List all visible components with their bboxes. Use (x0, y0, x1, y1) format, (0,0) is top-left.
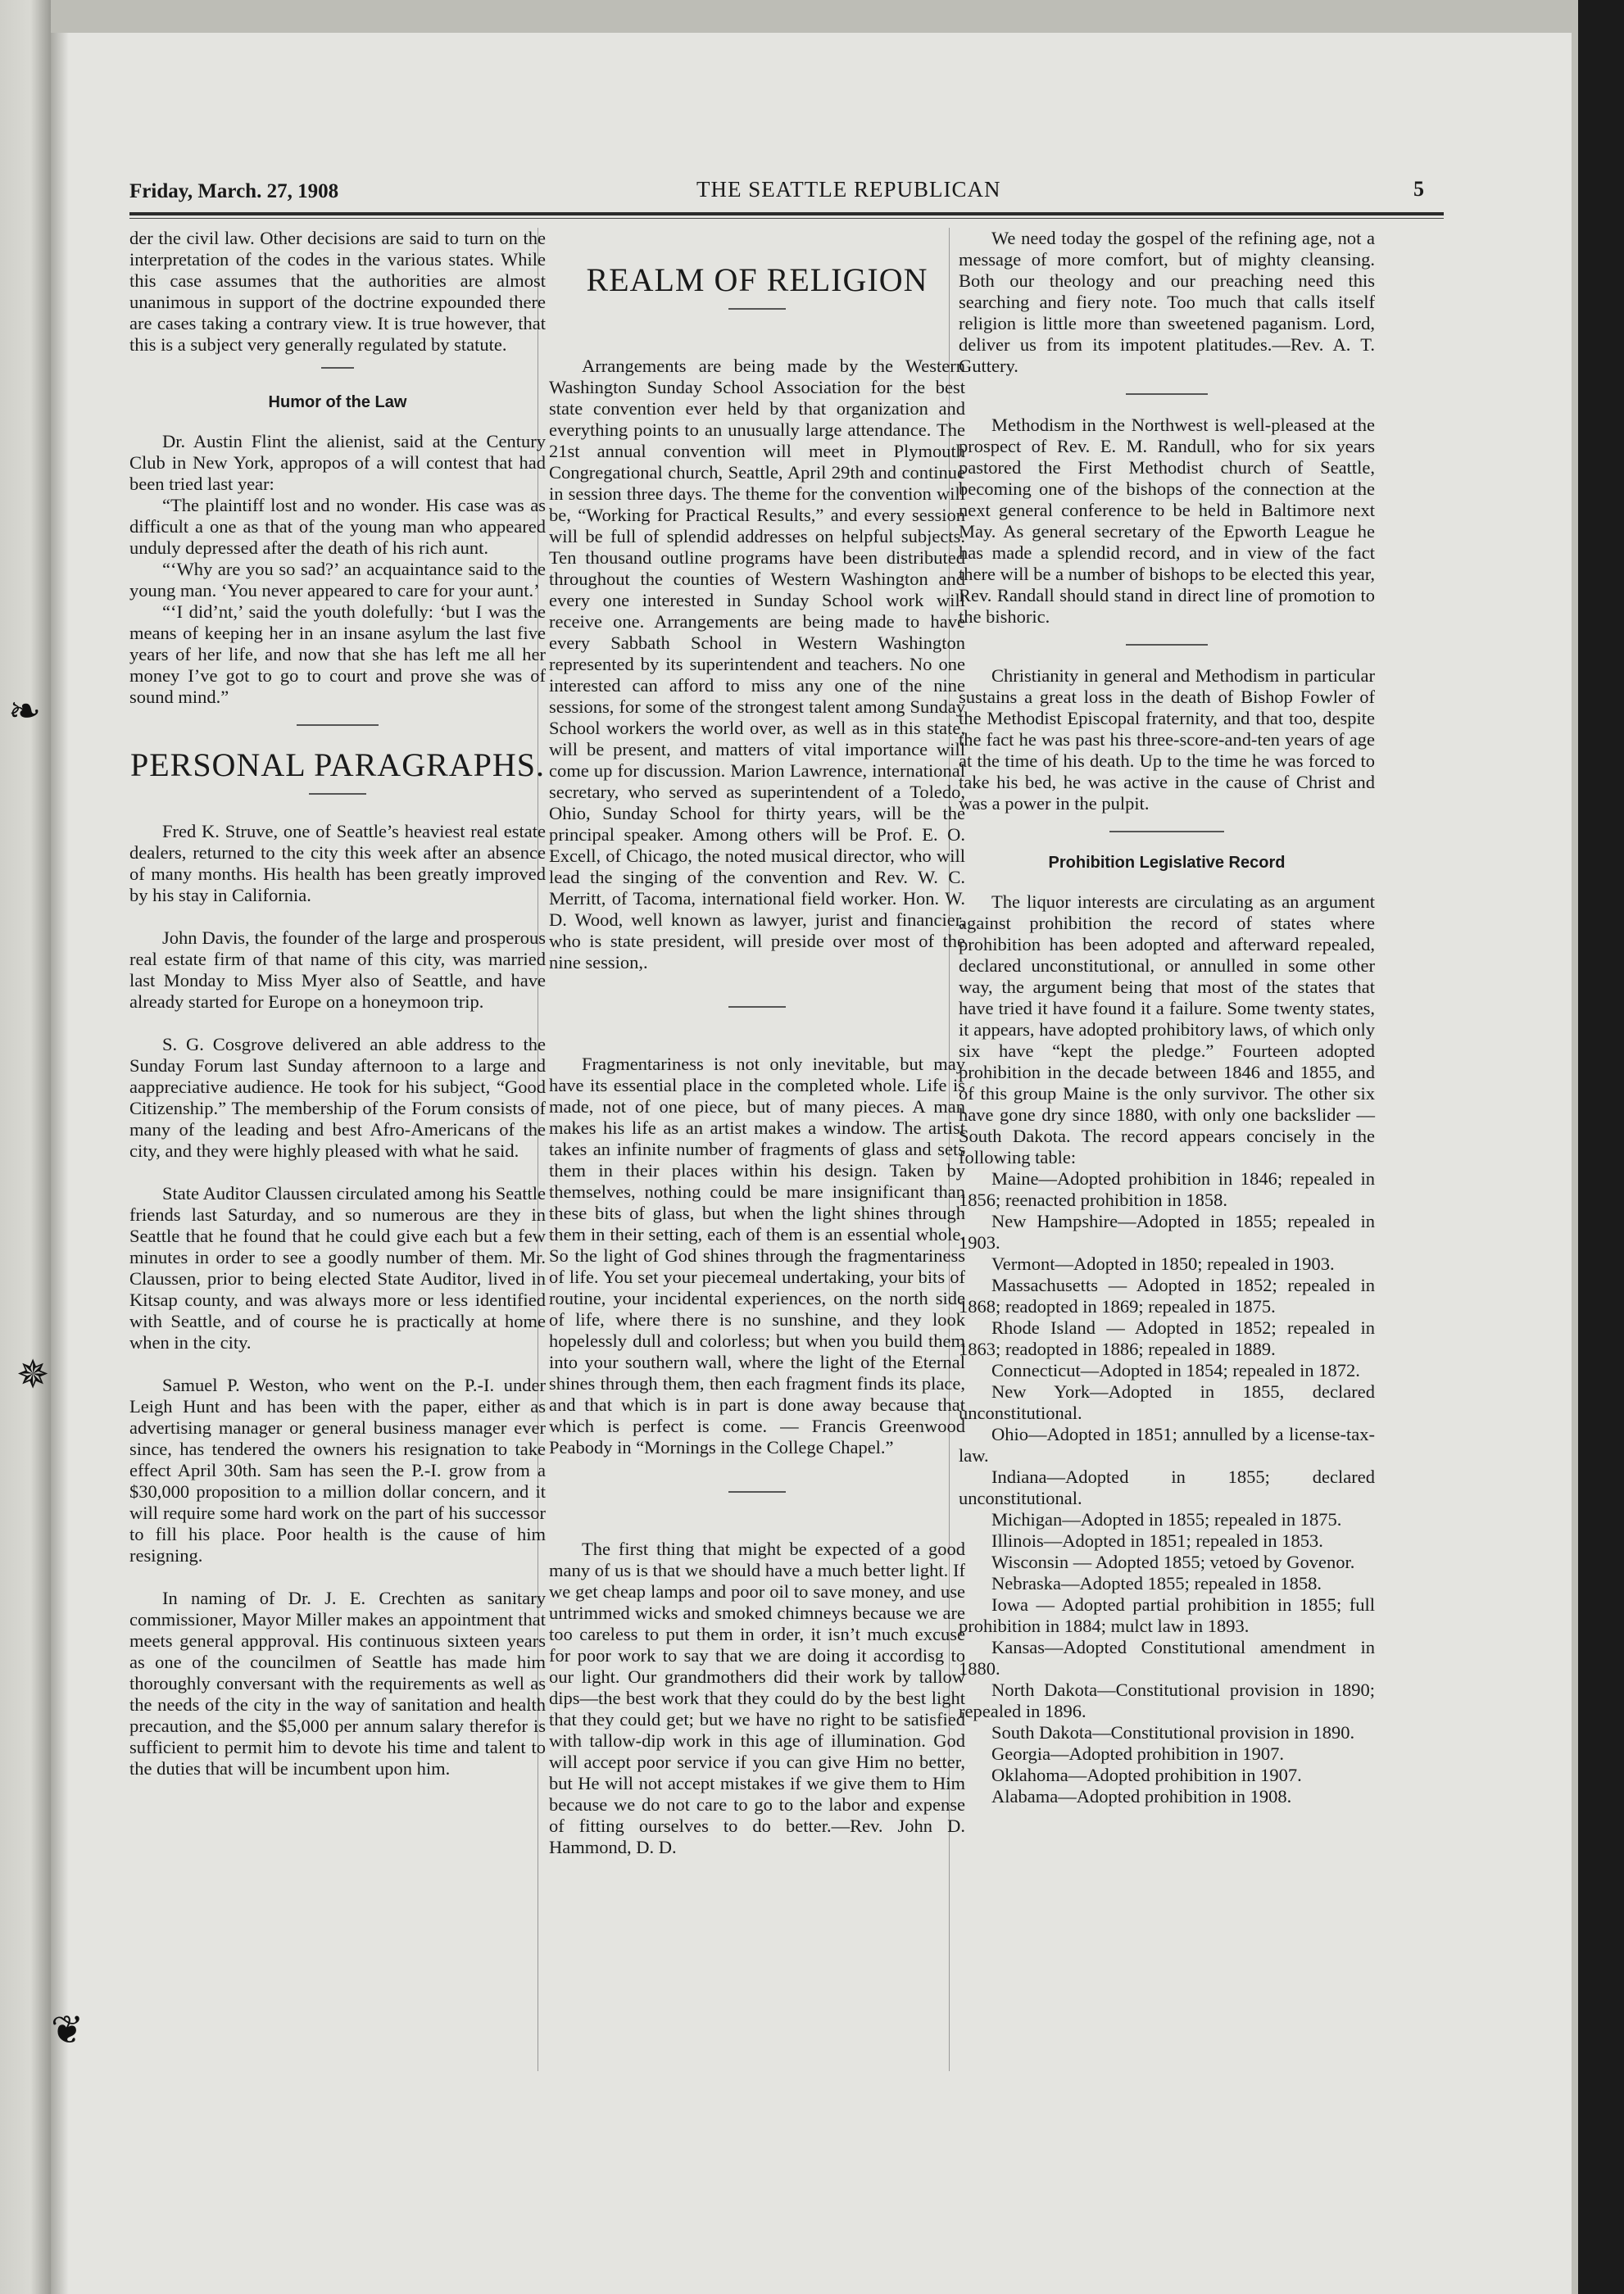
personal-paragraph: John Davis, the founder of the large and prosperous real estate firm of that name of this city, was married last Monday to Miss Myer also of Seattle, and have already started for Europe on a honeymoon trip. (129, 927, 546, 1012)
personal-paragraph: State Auditor Claussen circulated among his Seattle friends last Saturday, and so numerous are they in Seattle that he found that he could give each but a few minutes in order to see a goodly number of them. Mr. Claussen, prior to being elected State Auditor, lived in Kitsap county, and was always more or less identified with Seattle, and of course he is practically at home when in the city. (129, 1183, 546, 1353)
column-middle (549, 228, 965, 1858)
continued-article: der the civil law. Other decisions are said to turn on the interpretation of the codes in the various states. While this case assumes that the authorities are almost unanimous in support of the doctrine expounded there are cases taking a contrary view. It is true however, that this is a subject very generally regulated by statute. (129, 228, 546, 355)
separator (1109, 831, 1224, 832)
page-number: 5 (1413, 177, 1424, 201)
religion-paragraph: We need today the gospel of the refining age, not a message of more comfort, but of mighty cleansing. Both our theology and our preaching need this searching and fiery note. Too much that calls itself religion is little more than sweetened paganism. Lord, deliver us from its impotent platitudes.—Rev. A. T. Guttery. (959, 228, 1375, 376)
separator (1126, 644, 1208, 646)
separator (321, 367, 354, 369)
religion-paragraph: The first thing that might be expected of a good many of us is that we should have a much better light. If we get cheap lamps and poor oil to save money, and use untrimmed wicks and smoked chimneys because we are too careless to put them in order, it isn’t much excuse for poor work to say that we are doing it accordisg to our light. Our grandmothers did their work by tallow dips—the best work that they could do by the best light that they could get; but we have no right to be satisfied with tallow-dip work in this age of illumination. God will accept poor service if you can give Him no better, but He will not accept mistakes if we give them to Him because we do not care to go to the labor and expense of fitting ourselves to do better.—Rev. John D. Hammond, D. D. (549, 1539, 965, 1857)
scan-edge-left (0, 0, 51, 2294)
separator (297, 724, 379, 726)
separator (728, 308, 786, 310)
state-record: New Hampshire—Adopted in 1855; repealed in 1903. (959, 1211, 1375, 1253)
state-record: Michigan—Adopted in 1855; repealed in 1875. (991, 1509, 1342, 1530)
personal-paragraph: In naming of Dr. J. E. Crechten as sanitary commissioner, Mayor Miller makes an appointment that meets general appproval. His continuous sixteen years as one of the councilmen of Seattle has made him thoroughly conversant with the requirements as well as the needs of the city in the way of sanitation and health precaution, and the $5,000 per annum salary therefor is sufficient to permit him to devote his time and talent to the duties that will be incumbent upon him. (129, 1588, 546, 1779)
state-record: Indiana—Adopted in 1855; declared unconstitutional. (959, 1467, 1375, 1508)
humor-paragraph: “‘Why are you so sad?’ an acquaintance said to the young man. ‘You never appeared to care for your aunt.’ (129, 559, 546, 601)
state-record: North Dakota—Constitutional provision in 1890; repealed in 1896. (959, 1680, 1375, 1721)
state-record: New York—Adopted in 1855, declared unconstitutional. (959, 1381, 1375, 1423)
humor-heading: Humor of the Law (268, 393, 407, 411)
separator (728, 1491, 786, 1493)
state-record: South Dakota—Constitutional provision in 1890. (991, 1722, 1355, 1743)
religion-paragraph: Arrangements are being made by the Western Washington Sunday School Association for the best state convention ever held by that organization and everything points to an unusually large attendance. The 21st annual convention will meet in Plymouth Congregational church, Seattle, April 29th and continue in session three days. The theme for the convention will be, “Working for Practical Results,” and every session will be full of splendid addresses on helpful subjects. Ten thousand outline programs have been distributed throughout the counties of Western Washington and every one interested in Sunday School work will receive one. Arrangements are being made to have every Sabbath School in Western Washington represented by its superintendent and teachers. No one interested can afford to miss any one of the nine sessions, for some of the strongest talent among Sunday School workers the world over, as well as in this state, will be present, and matters of vital importance will come up for discussion. Marion Lawrence, international secretary, who served as superintendent of a Toledo, Ohio, Sunday School for thirty years, will be the principal speaker. Among others will be Prof. E. O. Excell, of Chicago, the noted musical director, who will lead the singing of the convention and Rev. W. C. Merritt, of Tacoma, international field worker. Hon. W. D. Wood, well known as lawyer, jurist and financier, who is state president, will preside over most of the nine session,. (549, 356, 965, 972)
state-record: Maine—Adopted prohibition in 1846; repealed in 1856; reenacted prohibition in 1858. (959, 1168, 1375, 1210)
state-record: Connecticut—Adopted in 1854; repealed in 1872. (991, 1360, 1360, 1380)
humor-paragraph: “‘I did’nt,’ said the youth dolefully: ‘but I was the means of keeping her in an insane asylum the last five years of her life, and now that she has left me all her money I’ve got to go to court and prove she was of sound mind.” (129, 601, 546, 707)
binding-mark: ❦ (51, 2009, 84, 2052)
religion-paragraph: Fragmentariness is not only inevitable, but may have its essential place in the completed whole. Life is made, not of one piece, but of many pieces. A man makes his life as an artist makes a window. The artist takes an infinite number of fragments of glass and sets them in their places within his design. Taken by themselves, nothing could be mare insignificant than these bits of glass, but when the light shines through them in their setting, each of them is an essential whole. So the light of God shines through the fragmentariness of life. You set your piecemeal undertaking, your bits of routine, your incidental experiences, on the north side of life, where there is no sunshine, and they look hopelessly dull and colorless; but when you build them into your southern wall, where the light of the Eternal shines through them, then each fragment finds its place, and that which is in part is done away because that which is perfect is come. — Francis Greenwood Peabody in “Mornings in the College Chapel.” (549, 1054, 965, 1458)
state-record: Wisconsin — Adopted 1855; vetoed by Govenor. (991, 1552, 1355, 1572)
religion-heading: REALM OF RELIGION (586, 261, 928, 298)
prohibition-heading: Prohibition Legislative Record (1048, 854, 1286, 872)
state-record: Kansas—Adopted Constitutional amendment in 1880. (959, 1637, 1375, 1679)
separator (728, 1006, 786, 1008)
gutter-shadow (51, 33, 69, 2294)
header-rule-thin (129, 218, 1444, 219)
state-record: Oklahoma—Adopted prohibition in 1907. (991, 1765, 1302, 1785)
state-record: Iowa — Adopted partial prohibition in 1855; full prohibition in 1884; mulct law in 1893. (959, 1594, 1375, 1636)
binding-mark: ✵ (16, 1353, 50, 1397)
humor-paragraph: Dr. Austin Flint the alienist, said at the Century Club in New York, appropos of a will contest that had been tried last year: (129, 431, 546, 494)
separator (309, 793, 366, 795)
personal-paragraph: Samuel P. Weston, who went on the P.-I. under Leigh Hunt and has been with the paper, either as advertising manager or general business manager ever since, has tendered the owners his resignation to take effect April 30th. Sam has seen the P.-I. grow from a $30,000 proposition to a million dollar concern, and it will require some hard work on the part of his successor to fill his place. Poor health is the cause of him resigning. (129, 1375, 546, 1566)
column-left (129, 228, 546, 1779)
column-right (959, 228, 1375, 1807)
personal-paragraph: Fred K. Struve, one of Seattle’s heaviest real estate dealers, returned to the city this week after an absence of many months. His health has been greatly improved by his stay in California. (129, 821, 546, 905)
issue-date: Friday, March. 27, 1908 (129, 180, 339, 202)
page-header (129, 177, 1440, 210)
state-record: Ohio—Adopted in 1851; annulled by a license-tax-law. (959, 1424, 1375, 1466)
state-record: Massachusetts — Adopted in 1852; repealed in 1868; readopted in 1869; repealed in 1875. (959, 1275, 1375, 1317)
newspaper-title: THE SEATTLE REPUBLICAN (696, 177, 1001, 202)
scan-edge-right (1578, 0, 1624, 2294)
binding-mark: ❧ (8, 690, 42, 733)
state-record: Vermont—Adopted in 1850; repealed in 1903. (991, 1254, 1335, 1274)
state-record: Nebraska—Adopted 1855; repealed in 1858. (991, 1573, 1322, 1594)
prohibition-intro: The liquor interests are circulating as an argument against prohibition the record of states where prohibition has been adopted and afterward repealed, declared unconstitutional, or annulled in some other way, the argument being that most of the states that have tried it have found it a failure. Some twenty states, it appears, have adopted prohibitory laws, of which only six have “kept the pledge.” Fourteen adopted prohibition in the decade between 1846 and 1855, and of this group Maine is the only survivor. The other six have gone dry since 1880, with only one backslider — South Dakota. The record appears concisely in the following table: (959, 891, 1375, 1167)
separator (1126, 393, 1208, 395)
humor-paragraph: “The plaintiff lost and no wonder. His case was as difficult a one as that of the young man who appeared unduly depressed after the death of his rich aunt. (129, 495, 546, 558)
state-record: Alabama—Adopted prohibition in 1908. (991, 1786, 1292, 1807)
state-record: Illinois—Adopted in 1851; repealed in 1853. (991, 1530, 1323, 1551)
personal-paragraph: S. G. Cosgrove delivered an able address to the Sunday Forum last Sunday afternoon to a large and aappreciative audience. He took for his subject, “Good Citizenship.” The membership of the Forum consists of many of the leading and best Afro-Americans of the city, and they were highly pleased with what he said. (129, 1034, 546, 1161)
state-record: Rhode Island — Adopted in 1852; repealed in 1863; readopted in 1886; repealed in 1889. (959, 1317, 1375, 1359)
personal-heading: PERSONAL PARAGRAPHS. (129, 746, 546, 783)
religion-paragraph: Christianity in general and Methodism in particular sustains a great loss in the death of Bishop Fowler of the Methodist Episcopal fraternity, and that too, despite the fact he was past his three-score-and-ten years of age at the time of his death. Up to the time he was forced to take his bed, he was active in the cause of Christ and was a power in the pulpit. (959, 665, 1375, 814)
religion-paragraph: Methodism in the Northwest is well-pleased at the prospect of Rev. E. M. Randull, who for six years pastored the First Methodist church of Seattle, becoming one of the bishops of the connection at the next general conference to be held in Baltimore next May. As general secretary of the Epworth League he has made a splendid record, and in view of the fact there will be a number of bishops to be elected this year, Rev. Randall should stand in direct line of promotion to the bishoric. (959, 415, 1375, 627)
state-record: Georgia—Adopted prohibition in 1907. (991, 1743, 1285, 1764)
header-rule (129, 212, 1444, 215)
